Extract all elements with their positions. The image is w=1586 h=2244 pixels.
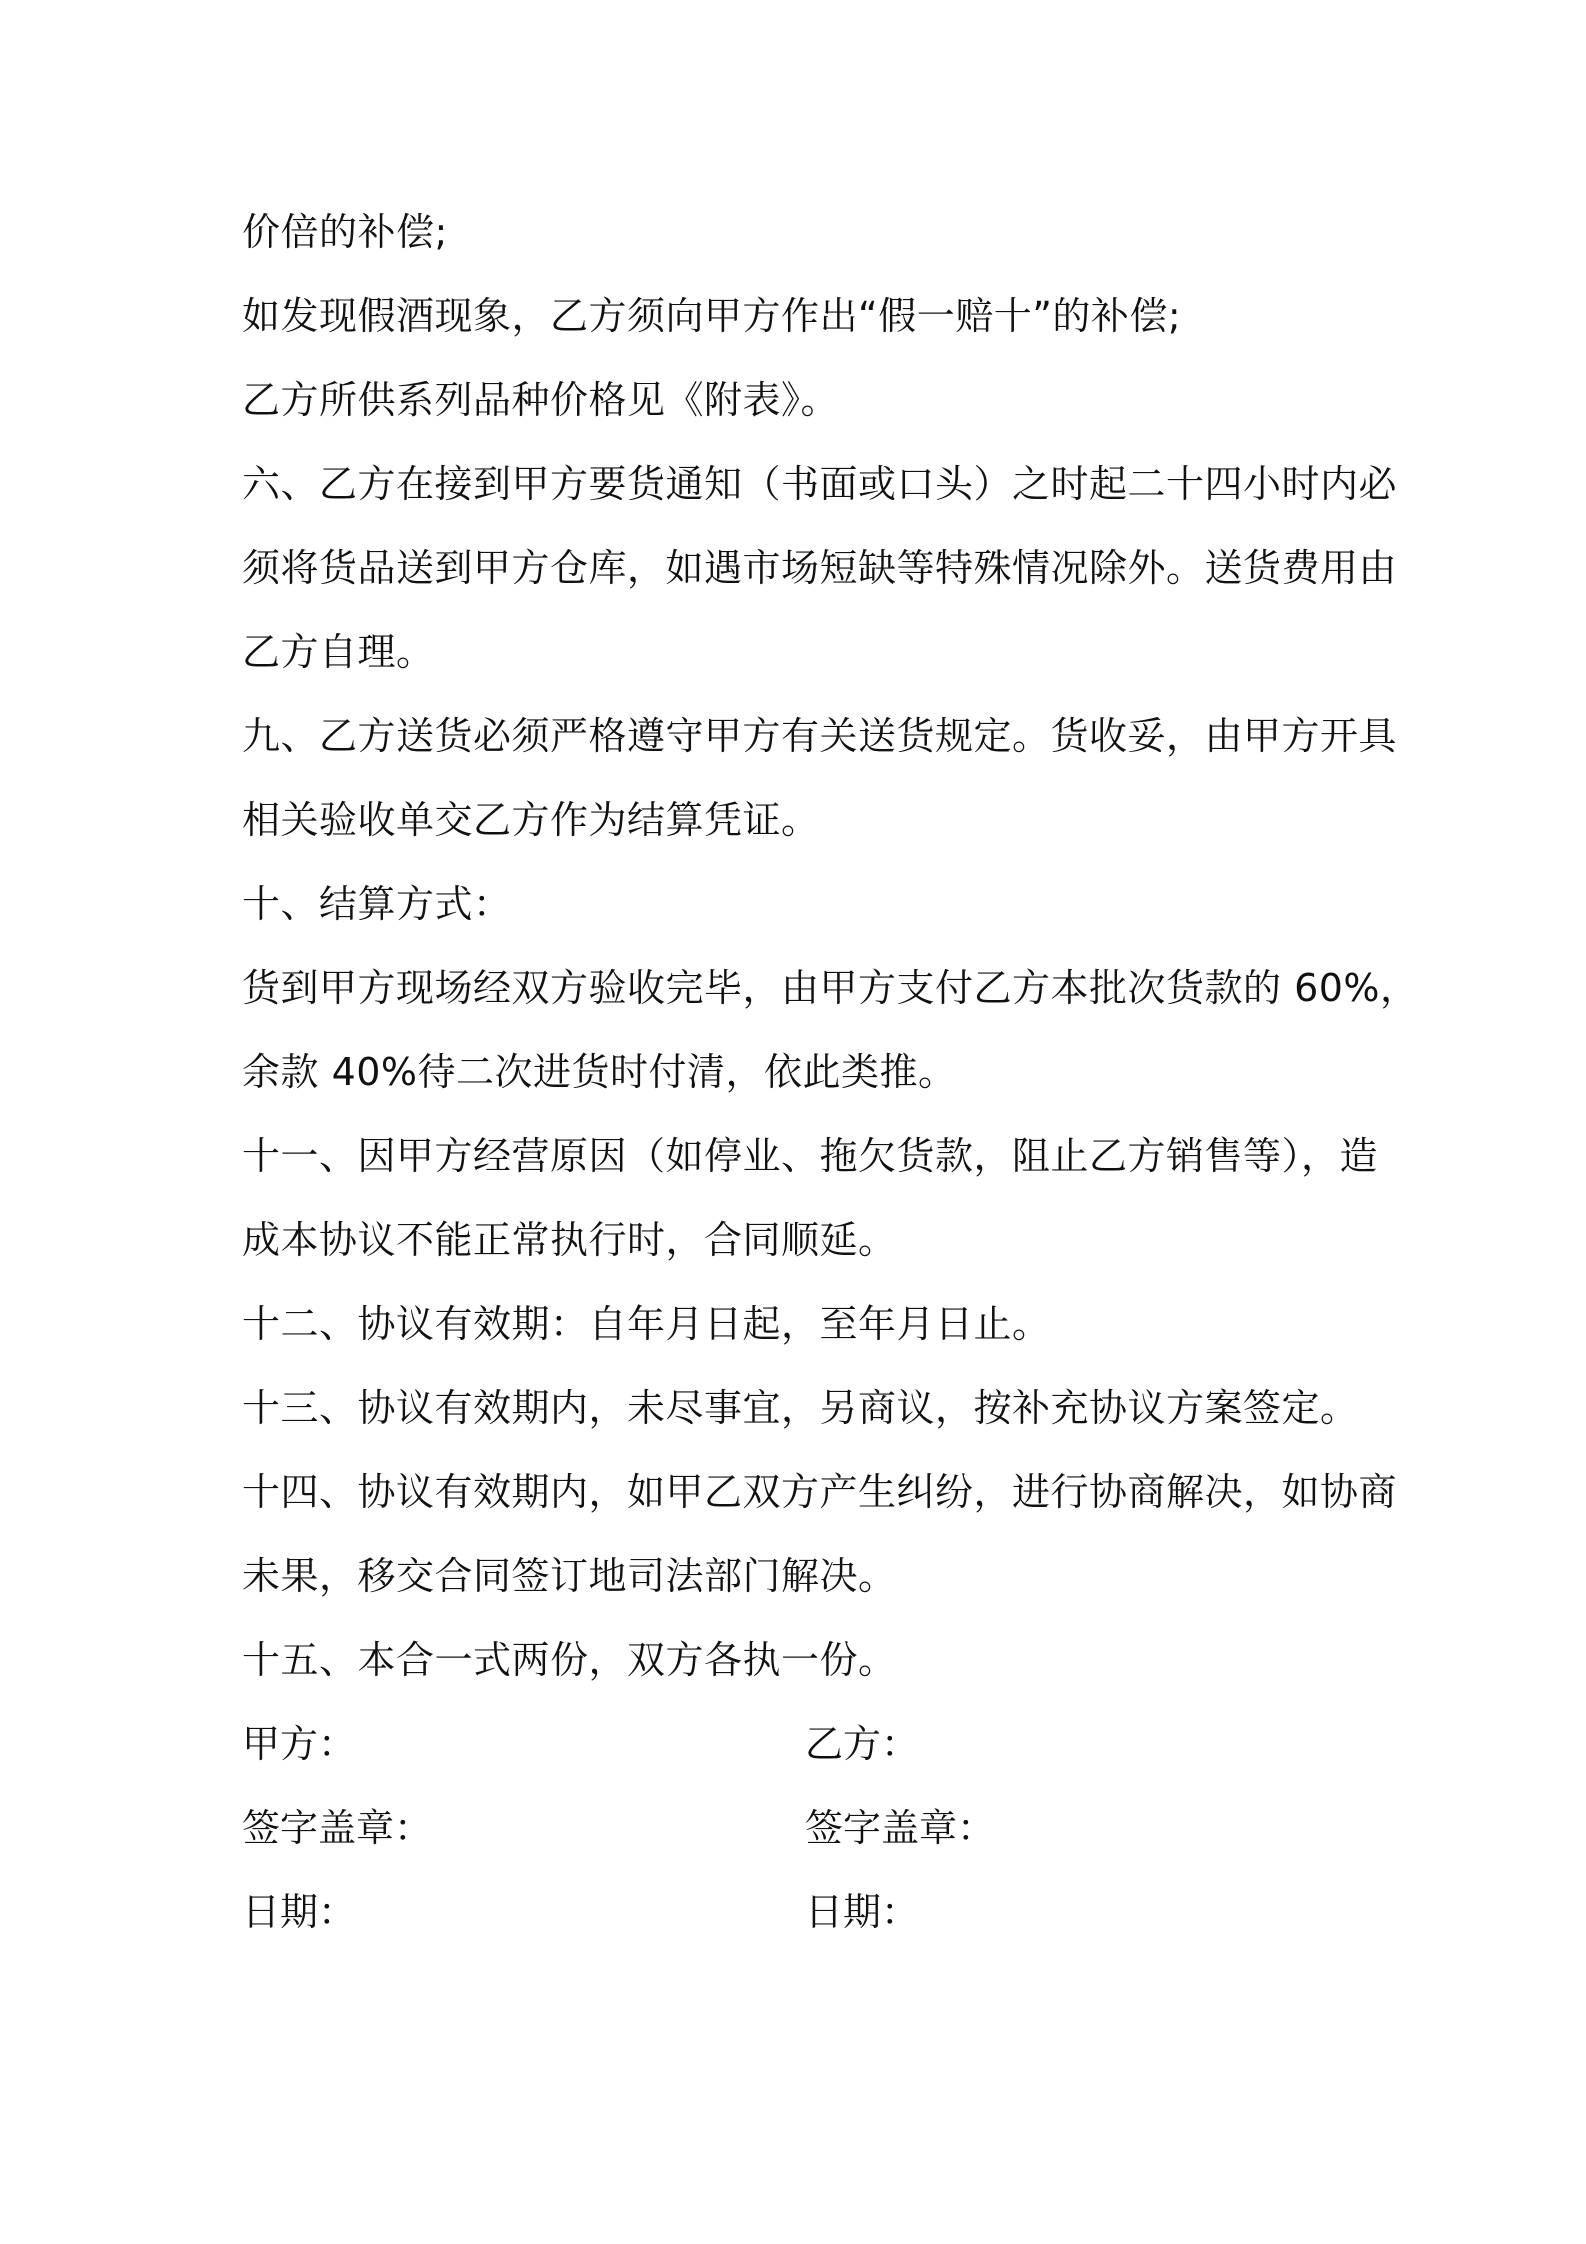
clause-10-line: 货到甲方现场经双方验收完毕，由甲方支付乙方本批次货款的 60%， — [242, 966, 1419, 1010]
party-a-label: 甲方： — [242, 1722, 357, 1766]
signature-row — [242, 1786, 1362, 1870]
clause-6-line: 六、乙方在接到甲方要货通知（书面或口头）之时起二十四小时内必 — [242, 462, 1398, 506]
party-row — [242, 1702, 1362, 1786]
clause-12-line: 十二、协议有效期：自年月日起，至年月日止。 — [242, 1302, 1051, 1346]
party-b-date-label: 日期： — [805, 1890, 920, 1934]
text-line: 如发现假酒现象，乙方须向甲方作出“假一赔十”的补偿; — [242, 294, 1182, 338]
text-line: 价倍的补偿; — [242, 210, 448, 254]
party-a-signature-label: 签字盖章： — [242, 1806, 433, 1850]
party-a-date-label: 日期： — [242, 1890, 357, 1934]
clause-11-line: 十一、因甲方经营原因（如停业、拖欠货款，阻止乙方销售等），造 — [242, 1134, 1379, 1178]
clause-13-line: 十三、协议有效期内，未尽事宜，另商议，按补充协议方案签定。 — [242, 1386, 1359, 1430]
party-b-label: 乙方： — [805, 1722, 920, 1766]
document-body — [242, 190, 1419, 1954]
clause-6-line: 乙方自理。 — [242, 630, 435, 674]
party-b-signature-label: 签字盖章： — [805, 1806, 996, 1850]
text-line: 乙方所供系列品种价格见《附表》。 — [242, 378, 840, 422]
clause-14-line: 十四、协议有效期内，如甲乙双方产生纠纷，进行协商解决，如协商 — [242, 1470, 1398, 1514]
clause-14-line: 未果，移交合同签订地司法部门解决。 — [242, 1554, 897, 1598]
clause-9-line: 相关验收单交乙方作为结算凭证。 — [242, 798, 820, 842]
clause-11-line: 成本协议不能正常执行时，合同顺延。 — [242, 1218, 897, 1262]
clause-9-line: 九、乙方送货必须严格遵守甲方有关送货规定。货收妥，由甲方开具 — [242, 714, 1398, 758]
clause-10-heading: 十、结算方式： — [242, 882, 512, 926]
date-row — [242, 1870, 1362, 1954]
clause-10-line: 余款 40%待二次进货时付清，依此类推。 — [242, 1050, 957, 1094]
clause-6-line: 须将货品送到甲方仓库，如遇市场短缺等特殊情况除外。送货费用由 — [242, 546, 1398, 590]
clause-15-line: 十五、本合一式两份，双方各执一份。 — [242, 1638, 897, 1682]
